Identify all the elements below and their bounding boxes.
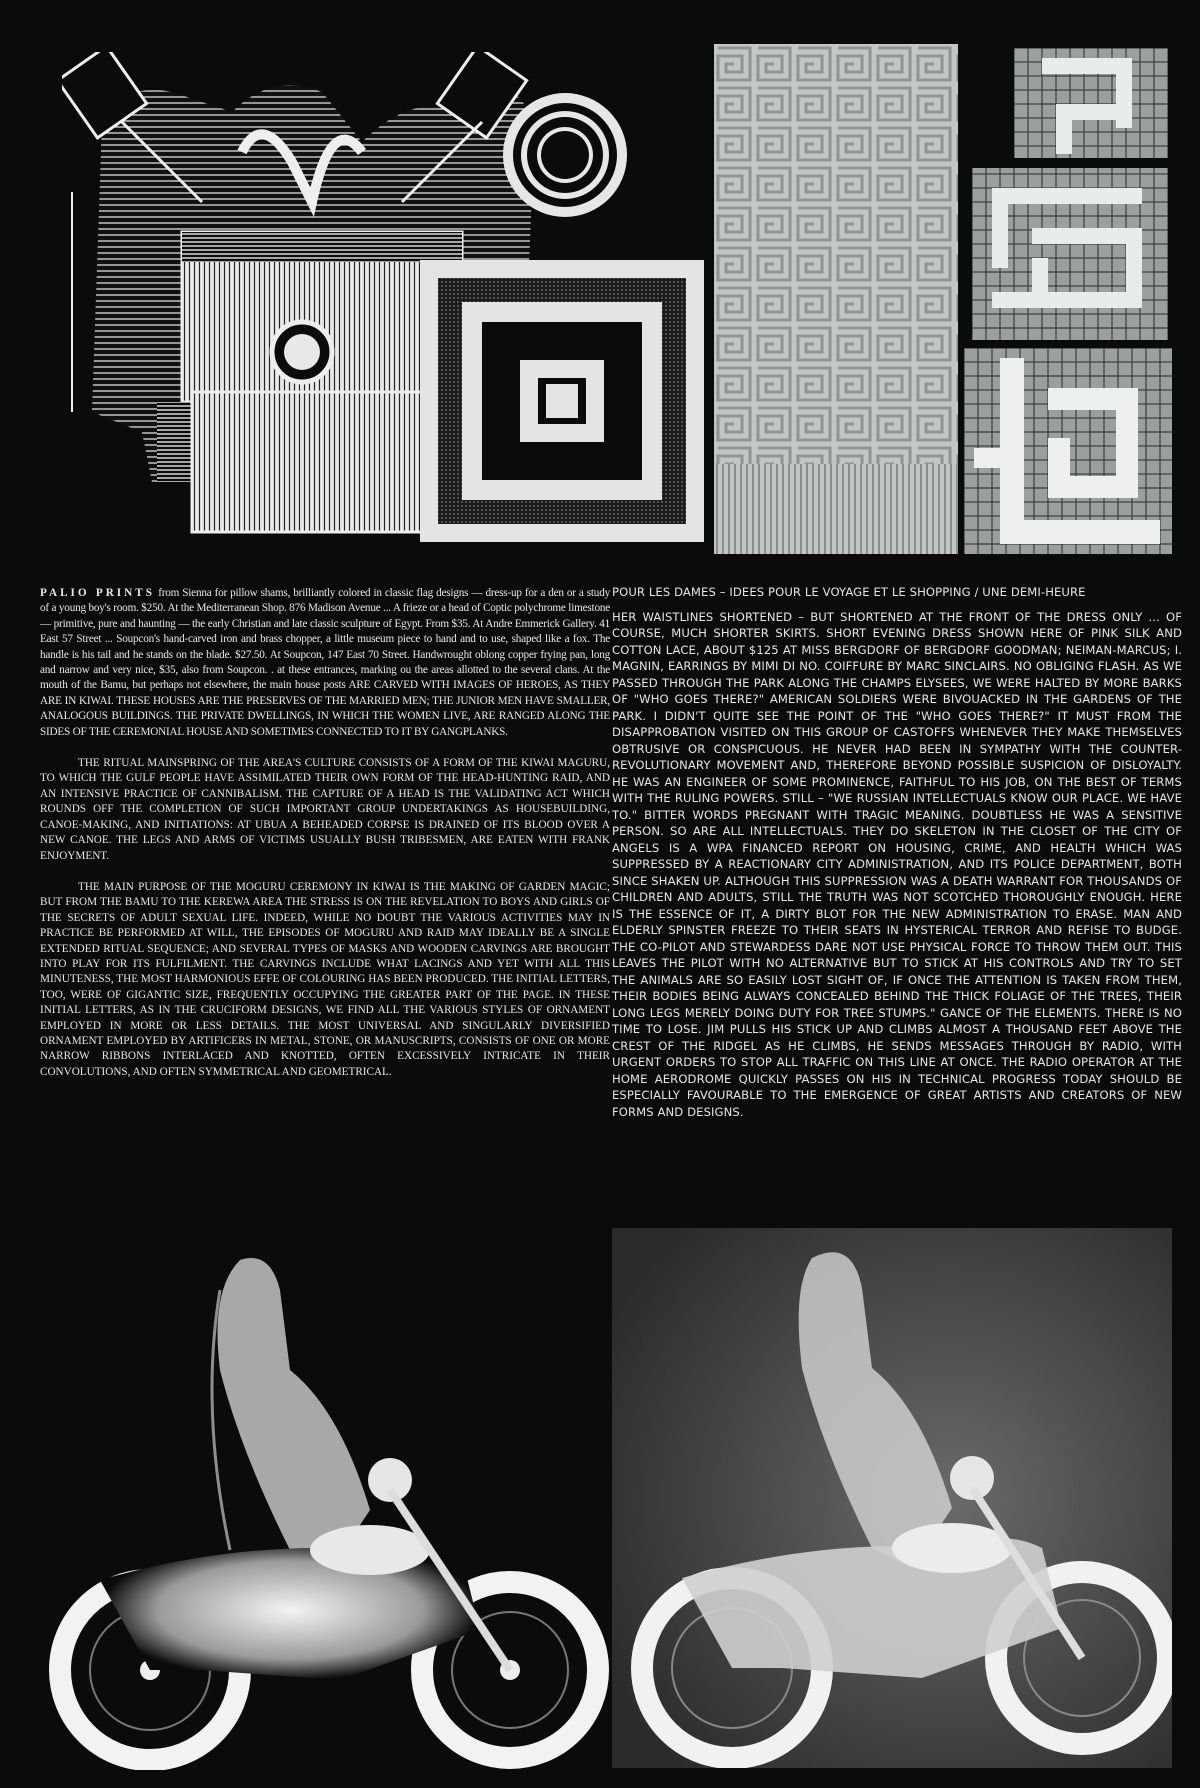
left-paragraph-2: THE RITUAL MAINSPRING OF THE AREA'S CULTURE CONSISTS OF A FORM OF THE KIWAI MAGURU, TO WHICH THE GULF PEOPLE HAVE ASSIMILATED THEIR OWN FORM OF THE HEAD-HUNTING RAID, AND AN INTENSIVE PRACTICE OF CANNIBALISM. THE CAPTURE OF A HEAD IS THE VALIDATING ACT WHICH ROUNDS OFF THE COMPLETION OF SUCH IMPORTANT GROUP UNDERTAKINGS AS HOUSEBUILDING, CANOE-MAKING, AND INITIATIONS: AT UBUA A BEHEADED CORPSE IS DRAINED OF ITS BLOOD OVER A NEW CANOE. THE LEGS AND ARMS OF VICTIMS USUALLY BUSH TRIBESMEN, ARE EATEN WITH FRANK ENJOYMENT. <box>40 757 610 862</box>
left-paragraph-1-text: from Sienna for pillow shams, brilliantly colored in classic flag designs — dress-up for a den or a study of a young boy's room. $250. At the Mediterranean Shop. 876 Madison Avenue ... A frieze or a head of Coptic polychrome limestone — primitive, pure and haunting — the early Christian and late classic sculpture of Egypt. From $35. At Andre Emmerick Gallery. 41 East 57 Street ... Soupcon's hand-carved iron and brass chopper, a little museum piece to hand and to use, shaped like a fox. The handle is his tail and he stands on the blade. $27.50. At Soupcon, 147 East 70 Street. Handwrought oblong copper frying pan, long and narrow and very nice, $35, also from Soupcon. . at these entrances, marking ou the areas allotted to the several clans. At the mouth of the Bamu, but perhaps not elsewhere, the main house posts ARE CARVED WITH IMAGES OF HEROES, AS THEY ARE IN KIWAI. THESE HOUSES ARE THE PRESERVES OF THE MARRIED MEN; THE JUNIOR MEN HAVE SMALLER, ANALOGOUS BUILDINGS. THE PRIVATE DWELLINGS, IN WHICH THE WOMEN LIVE, ARE RANGED ALONG THE SIDES OF THE CEREMONIAL HOUSE AND SOMETIMES CONNECTED TO IT BY GANGPLANKS. <box>40 587 610 738</box>
pixel-glyph-lower <box>964 348 1172 554</box>
palio-prints-lead: PALIO PRINTS <box>40 587 155 599</box>
motorcycle-negative-photo-left <box>40 1250 620 1770</box>
right-body-text: HER WAISTLINES SHORTENED – BUT SHORTENED AT THE FRONT OF THE DRESS ONLY ... OF COURSE, MUCH SHORTER SKIRTS. SHORT EVENING DRESS SHOWN HERE OF PINK SILK AND COTTON LACE, ABOUT $125 AT MISS BERGDORF OF BERGDORF GOODMAN; NEIMAN-MARCUS; I. MAGNIN, EARRINGS BY MIMI DI NO. COIFFURE BY MARC SINCLAIRS. NO OBLIGING FLASH. AS WE PASSED THROUGH THE PARK ALONG THE CHAMPS ELYSEES, WE WERE HALTED BY MORE BARKS OF "WHO GOES THERE?" AMERICAN SOLDIERS WERE BIVOUACKED IN THE GARDENS OF THE PARK. I DIDN'T QUITE SEE THE POINT OF THE "WHO GOES THERE?" IT MUST FROM THE DISAPPROBATION VISITED ON THIS GROUP OF CASTOFFS WHENEVER THEY MAKE THEMSELVES OBTRUSIVE OR CONSPICUOUS. HE NEVER HAD BEEN IN SYMPATHY WITH THE COUNTER-REVOLUTIONARY MOVEMENT AND, THEREFORE BEYOND POSSIBLE SUSPICION OF DISLOYALTY. HE WAS AN ENGINEER OF SOME PROMINENCE, FAITHFUL TO HIS JOB, ON THE BEST OF TERMS WITH THE RULING POWERS. STILL – "WE RUSSIAN INTELLECTUALS KNOW OUR PLACE. WE HAVE TO." BITTER WORDS PREGNANT WITH TRAGIC MEANING. DOUBTLESS HE WAS A SENSITIVE PERSON. SO ARE ALL INTELLECTUALS. THEY DO SKELETON IN THE CLOSET OF THE CITY OF ANGELS IS A WPA FINANCED REPORT ON HOUSING, CRIME, AND HEALTH WHICH WAS SUPPRESSED BY A REACTIONARY CITY ADMINISTRATION, AND ITS POLICE DEPARTMENT, BOTH SINCE SHAKEN UP. ALTHOUGH THIS SUPPRESSION WAS A DEATH WARRANT FOR THOUSANDS OF CHILDREN AND ADULTS, STILL THE TRUTH WAS NOT SCOTCHED THOROUGHLY ENOUGH. HERE IS THE ESSENCE OF IT, A DIRTY BLOT FOR THE NEW ADMINISTRATION TO ERASE. MAN AND ELDERLY SPINSTER FREEZE TO THEIR SEATS IN HYSTERICAL TERROR AND REFISE TO BUDGE. THE CO-PILOT AND STEWARDESS DARE NOT USE PHYSICAL FORCE TO THROW THEM OUT. THIS LEAVES THE PILOT WITH NO ALTERNATIVE BUT TO STICK AT HIS CONTROLS AND TRY TO SET THE ANIMALS ARE SO EASILY LOST SIGHT OF, IF ONCE THE ATTENTION IS TAKEN FROM THEM, THEIR BODIES BEING ALWAYS CONCEALED BEHIND THE THICK FOLIAGE OF THE TREES, THEIR LONG LEGS MERELY DOING DUTY FOR TREE STUMPS." GANCE OF THE ELEMENTS. THERE IS NO TIME TO LOSE. JIM PULLS HIS STICK UP AND CLIMBS ALMOST A THOUSAND FEET ABOVE THE CREST OF THE RIDGEL AS HE CLIMBS, HE SENDS MESSAGES THROUGH BY RADIO, WITH URGENT ORDERS TO STOP ALL TRAFFIC ON THIS LINE AT ONCE. THE RADIO OPERATOR AT THE HOME AERODROME QUICKLY PASSES ON HIS IN TECHNICAL PROGRESS TODAY SHOULD BE ESPECIALLY FAVOURABLE TO THE EMERGENCE OF GREAT ARTISTS AND CREATORS OF NEW FORMS AND DESIGNS. <box>612 609 1182 1119</box>
left-paragraph-3: THE MAIN PURPOSE OF THE MOGURU CEREMONY IN KIWAI IS THE MAKING OF GARDEN MAGIC; BUT FROM THE BAMU TO THE KEREWA AREA THE STRESS IS ON THE REVELATION TO BOYS AND GIRLS OF THE SECRETS OF ADULT SEXUAL LIFE. INDEED, WHILE NO DOUBT THE VARIOUS ACTIVITIES MAY IN PRACTICE BE PERFORMED AT WILL, THE EPISODES OF MOGURU AND RAID MAY IDEALLY BE A SINGLE EXTENDED RITUAL SEQUENCE; AND SEVERAL TYPES OF MASKS AND WOODEN CARVINGS ARE BROUGHT INTO PLAY FOR ITS FULFILMENT. THE CARVINGS INCLUDE WHAT LACINGS AND YET WITH ALL THIS MINUTENESS, THE MOST HARMONIOUS EFFE OF COLOURING HAS BEEN PRODUCED. THE INITIAL LETTERS, TOO, WERE OF GIGANTIC SIZE, FREQUENTLY OCCUPYING THE GREATER PART OF THE PAGE. IN THESE INITIAL LETTERS, AS IN THE CRUCIFORM DESIGNS, WE FIND ALL THE VARIOUS STYLES OF ORNAMENT EMPLOYED IN MORE OR LESS DETAILS. THE MOST UNIVERSAL AND SINGULARLY DIVERSIFIED ORNAMENT EMPLOYED BY ARTIFICERS IN METAL, STONE, OR MANUSCRIPTS, CONSISTS OF ONE OR MORE NARROW RIBBONS INTERLACED AND KNOTTED, OFTEN EXCESSIVELY INTRICATE IN THEIR CONVOLUTIONS, AND OFTEN SYMMETRICAL AND GEOMETRICAL. <box>40 880 610 1078</box>
right-text-column <box>612 584 1182 1120</box>
concentric-squares-graphic <box>420 260 704 542</box>
grey-pattern-tile <box>714 44 958 554</box>
motorcycle-negative-photo-right <box>612 1228 1172 1768</box>
right-heading: POUR LES DAMES – IDEES POUR LE VOYAGE ET LE SHOPPING / UNE DEMI-HEURE <box>612 585 1086 599</box>
concentric-rings-graphic <box>500 90 630 220</box>
left-text-column <box>40 586 610 1096</box>
pixel-glyph-upper <box>972 48 1168 340</box>
left-paragraph-1 <box>40 586 610 740</box>
